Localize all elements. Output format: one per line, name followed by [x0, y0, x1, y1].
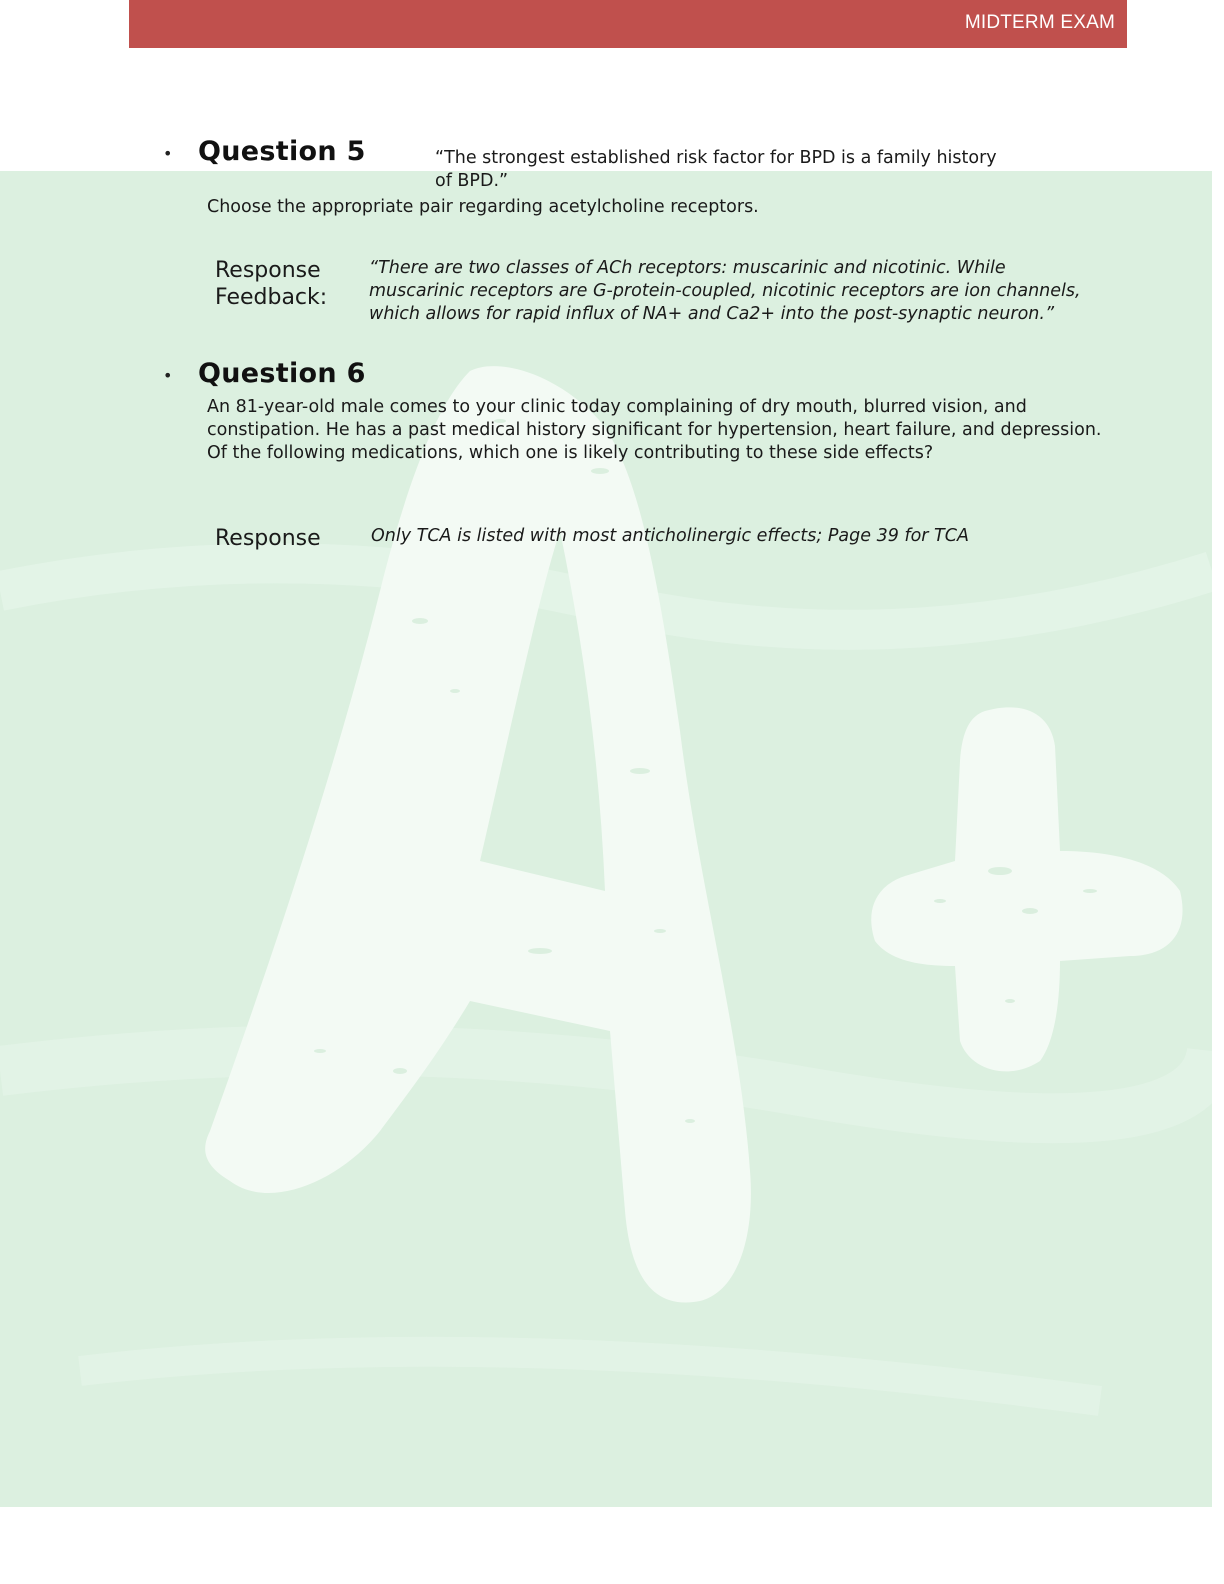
question-5-prompt-quote: “The strongest established risk factor for BPD is a family history of BPD.” [435, 148, 997, 191]
question-5-title: Question 5 [198, 136, 366, 167]
question-5-bullet: • [163, 144, 173, 163]
question-6-response-feedback: Only TCA is listed with most anticholinergic effects; Page 39 for TCA [371, 526, 969, 546]
question-6-title: Question 6 [198, 358, 366, 389]
question-5-response-label: Response Feedback: [215, 258, 328, 310]
question-6-bullet: • [163, 366, 173, 385]
header-title: MIDTERM EXAM [964, 12, 1115, 33]
question-5-response-feedback: “There are two classes of ACh receptors: muscarinic and nicotinic. While muscarinic receptors are G-protein-coupled, nicotinic receptors are ion channels, which allows for rapid influx of NA+ and Ca2+ into the post-synaptic neuron.” [369, 258, 1081, 324]
question-6-response-label: Response [215, 526, 321, 551]
question-5-text: Choose the appropriate pair regarding acetylcholine receptors. [207, 197, 759, 217]
question-6-text: An 81-year-old male comes to your clinic today complaining of dry mouth, blurred vision, and constipation. He has a past medical history significant for hypertension, heart failure, and depression. Of the following medications, which one is likely contributing to these side effects? [207, 397, 1102, 463]
